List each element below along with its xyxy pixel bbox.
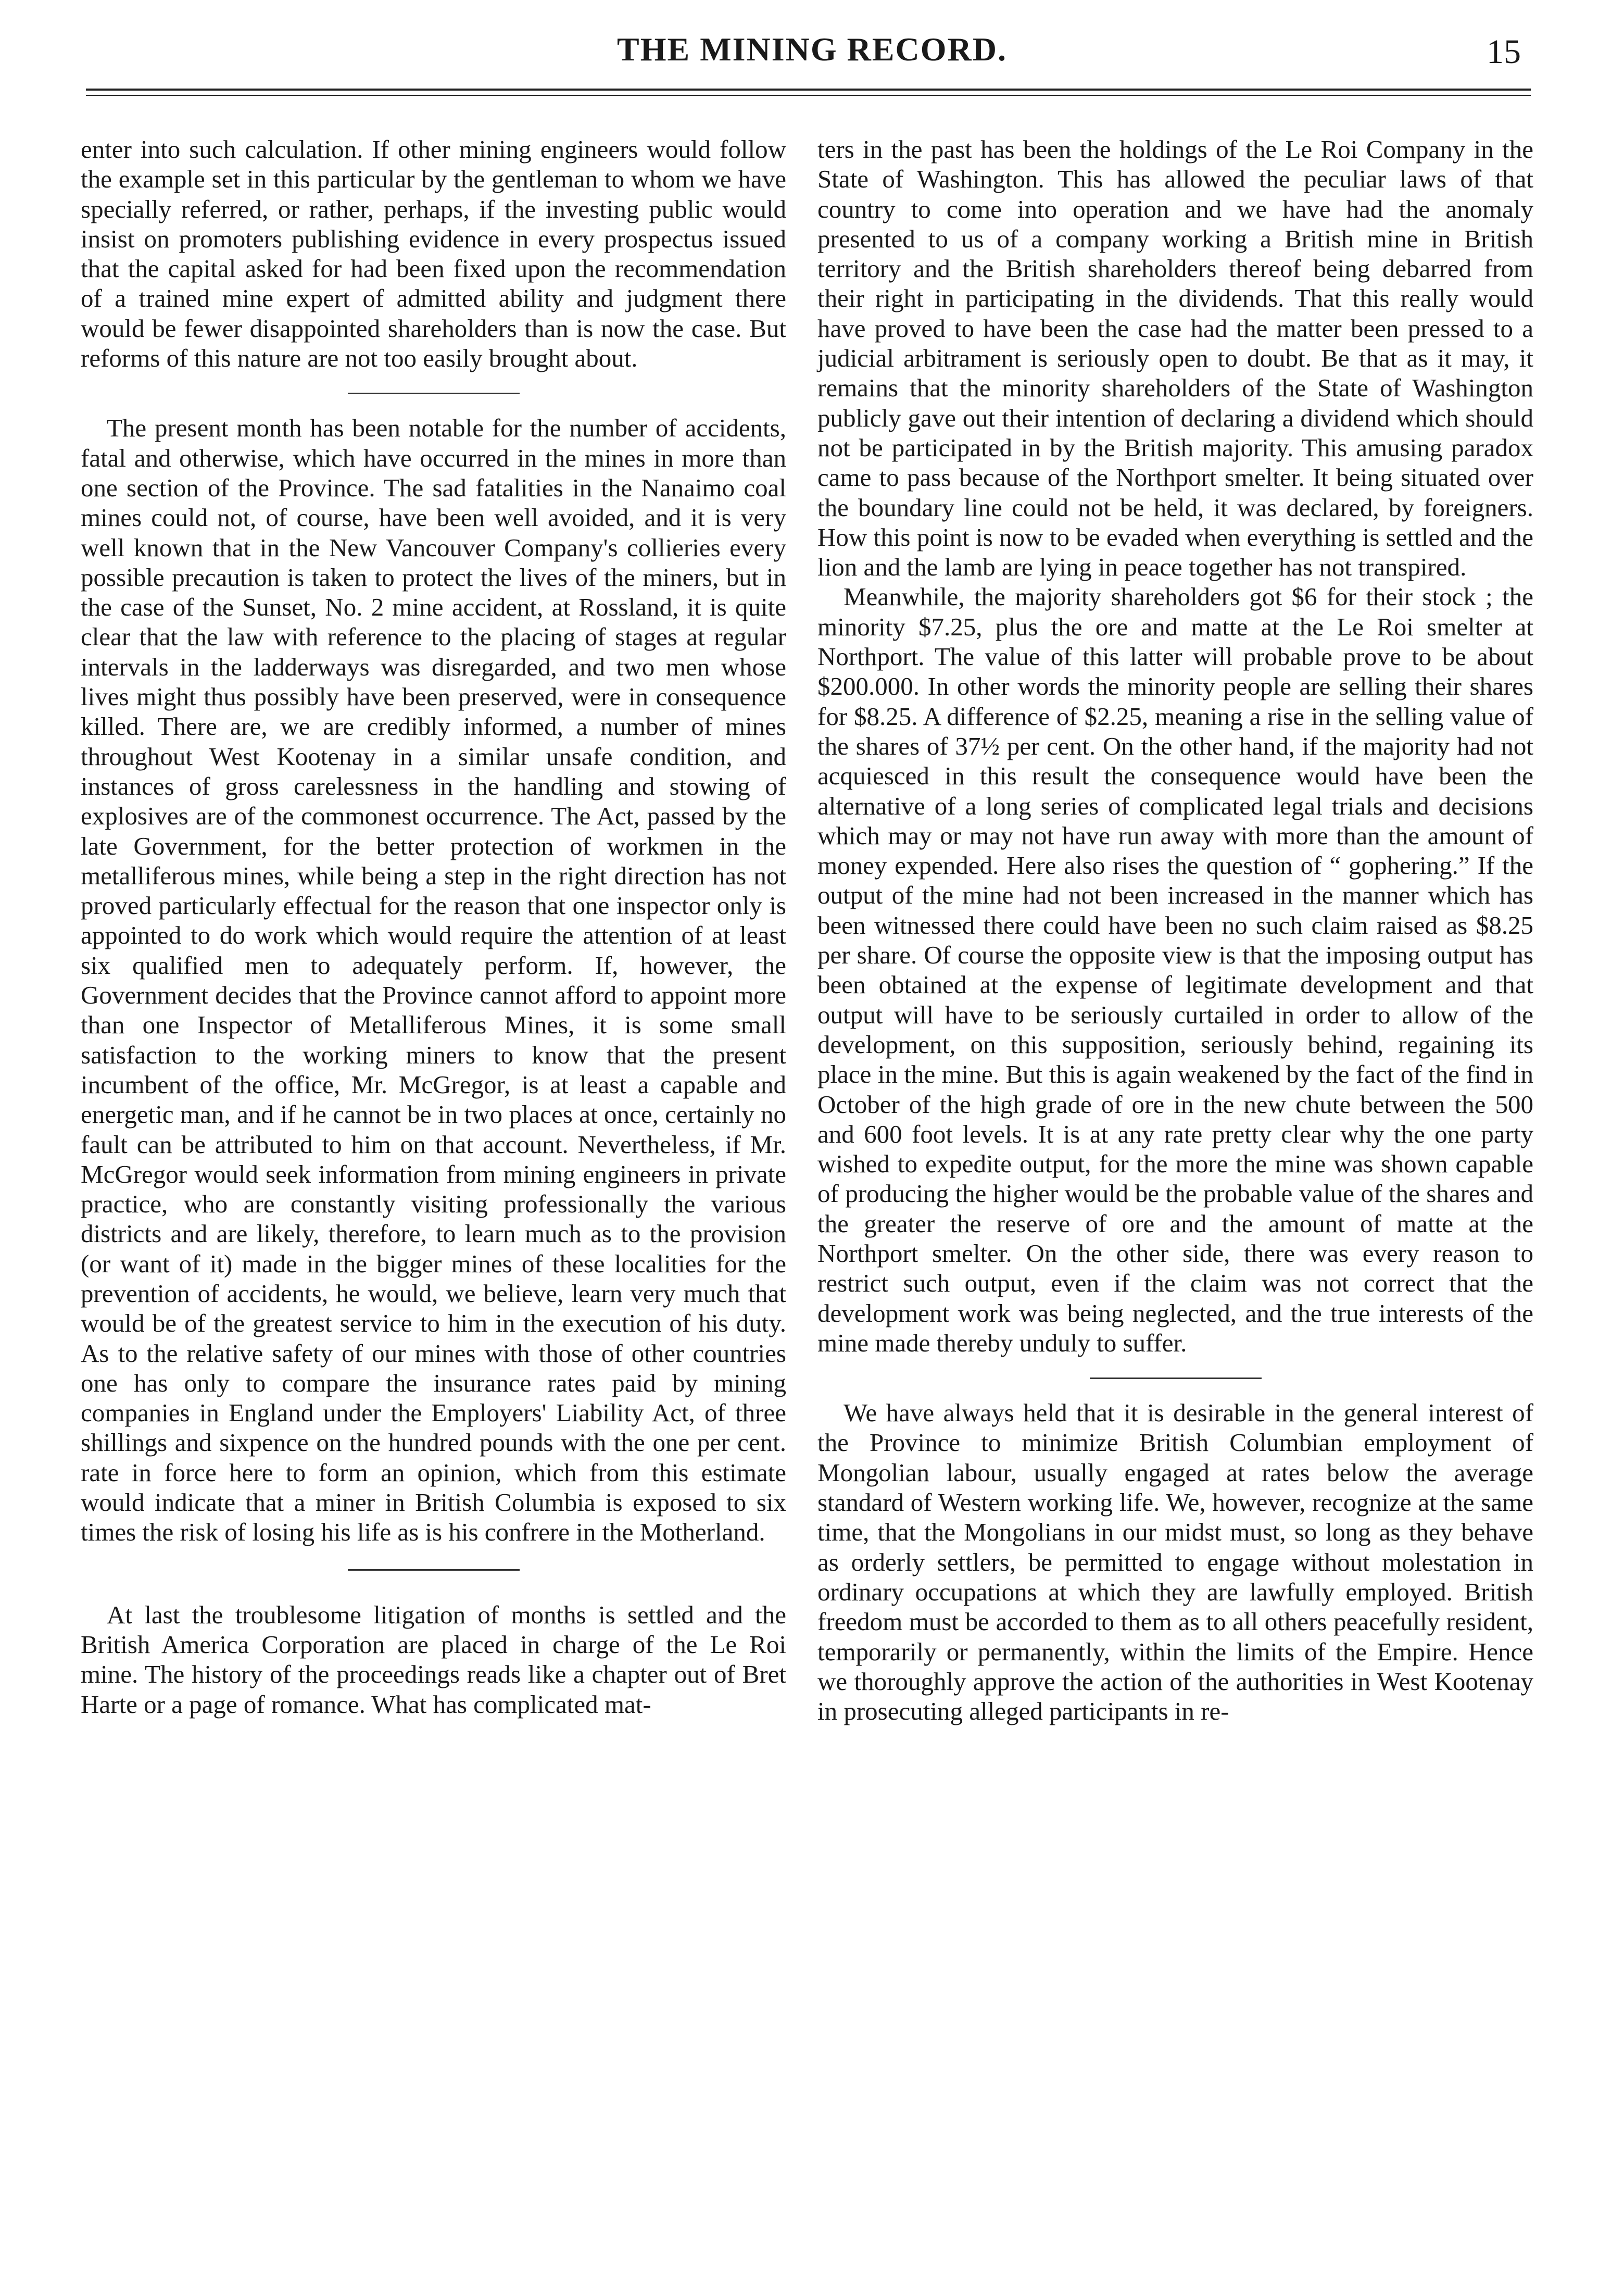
right-paragraph-2: Meanwhile, the majority shareholders got $6 for their stock ; the minority $7.25, plus the ore and matte at the Le Roi smelter at Northport. The value of this latter will probable prove to be about $200.000. In other words the minority people are selling their shares for $8.25. A difference of $2.25, meaning a rise in the selling value of the shares of 37½ per cent. On the other hand, if the majority had not acquiesced in this result the consequence would have been the alternative of a long series of complicated legal trials and decisions which may or may not have run away with more than the amount of money expended. Here also rises the question of “ gophering.” If the output of the mine had not been increased in the manner which has been witnessed there could have been no such claim raised as $8.25 per share. Of course the opposite view is that the imposing output has been obtained at the expense of legitimate development and that output will have to be seriously curtailed in order to allow of the development, on this supposition, seriously behind, regaining its place in the mine. But this is again weakened by the fact of the find in October of the high grade of ore in the new chute between the 500 and 600 foot levels. It is at any rate pretty clear why the one party wished to expedite output, for the more the mine was shown capable of producing the higher would be the probable value of the shares and the greater the reserve of ore and the amount of matte at the Northport smelter. On the other side, there was every reason to restrict such output, even if the claim was not correct that the development work was being neglected, and the true interests of the mine made thereby unduly to suffer. — [817, 582, 1533, 1357]
right-paragraph-3: We have always held that it is desirable in the general interest of the Province to minimize British Columbian employment of Mongolian labour, usually engaged at rates below the average standard of Western working life. We, however, recognize at the same time, that the Mongolians in our midst must, so long as they behave as orderly settlers, be permitted to engage without molestation in ordinary occupations at which they are lawfully employed. British freedom must be accorded to them as to all others peacefully resident, temporarily or permanently, within the limits of the Empire. Hence we thoroughly approve the action of the authorities in West Kootenay in prosecuting alleged participants in re- — [817, 1398, 1533, 1726]
section-divider — [1090, 1378, 1262, 1379]
page-number: 15 — [1487, 33, 1521, 71]
left-paragraph-1: enter into such calculation. If other mining engineers would follow the example set in this particular by the gentleman to whom we have specially referred, or rather, perhaps, if the investing public would insist on promoters publishing evidence in every prospectus issued that the capital asked for had been fixed upon the recommendation of a trained mine expert of admitted ability and judgment there would be fewer disappointed shareholders than is now the case. But reforms of this nature are not too easily brought about. — [81, 135, 786, 373]
section-divider — [348, 393, 520, 394]
section-divider — [348, 1569, 520, 1571]
left-column — [81, 134, 786, 1719]
left-paragraph-2: The present month has been notable for the number of accidents, fatal and otherwise, which have occurred in the mines in more than one section of the Province. The sad fatalities in the Nanaimo coal mines could not, of course, have been well avoided, and it is very well known that in the New Vancouver Company's collieries every possible precaution is taken to protect the lives of the miners, but in the case of the Sunset, No. 2 mine accident, at Rossland, it is quite clear that the law with reference to the placing of stages at regular intervals in the ladderways was disregarded, and two men whose lives might thus possibly have been preserved, were in consequence killed. There are, we are credibly informed, a number of mines throughout West Kootenay in a similar unsafe condition, and instances of gross carelessness in the handling and stowing of explosives are of the commonest occurrence. The Act, passed by the late Government, for the better protection of workmen in the metalliferous mines, while being a step in the right direction has not proved particularly effectual for the reason that one inspector only is appointed to do work which would require the attention of at least six qualified men to adequately perform. If, however, the Government decides that the Province cannot afford to appoint more than one Inspector of Metalliferous Mines, it is some small satisfaction to the working miners to know that the present incumbent of the office, Mr. McGregor, is at least a capable and energetic man, and if he cannot be in two places at once, certainly no fault can be attributed to him on that account. Nevertheless, if Mr. McGregor would seek information from mining engineers in private practice, who are constantly visiting professionally the various districts and are likely, therefore, to learn much as to the provision (or want of it) made in the bigger mines of these localities for the prevention of accidents, he would, we believe, learn very much that would be of the greatest service to him in the execution of his duty. As to the relative safety of our mines with those of other countries one has only to compare the insurance rates paid by mining companies in England under the Employers' Liability Act, of three shillings and sixpence on the hundred pounds with the one per cent. rate in force here to form an opinion, which from this estimate would indicate that a miner in British Columbia is exposed to six times the risk of losing his life as is his confrere in the Motherland. — [81, 414, 786, 1547]
header-rule — [86, 89, 1531, 91]
running-title: THE MINING RECORD. — [617, 31, 1007, 68]
header-rule-thin — [86, 95, 1531, 96]
right-paragraph-1: ters in the past has been the holdings of the Le Roi Company in the State of Washington. This has allowed the peculiar laws of that country to come into operation and we have had the anomaly presented to us of a company working a British mine in British territory and the British shareholders thereof being debarred from their right in participating in the dividends. That this really would have proved to have been the case had the matter been pressed to a judicial arbitrament is seriously open to doubt. Be that as it may, it remains that the minority shareholders of the State of Washington publicly gave out their intention of declaring a dividend which should not be participated in by the British majority. This amusing paradox came to pass because of the Northport smelter. It being situated over the boundary line could not be held, it was declared, by foreigners. How this point is now to be evaded when everything is settled and the lion and the lamb are lying in peace together has not transpired. — [817, 135, 1533, 582]
left-paragraph-3: At last the troublesome litigation of months is settled and the British America Corporation are placed in charge of the Le Roi mine. The history of the proceedings reads like a chapter out of Bret Harte or a page of romance. What has complicated mat- — [81, 1600, 786, 1719]
right-column — [817, 134, 1533, 1726]
